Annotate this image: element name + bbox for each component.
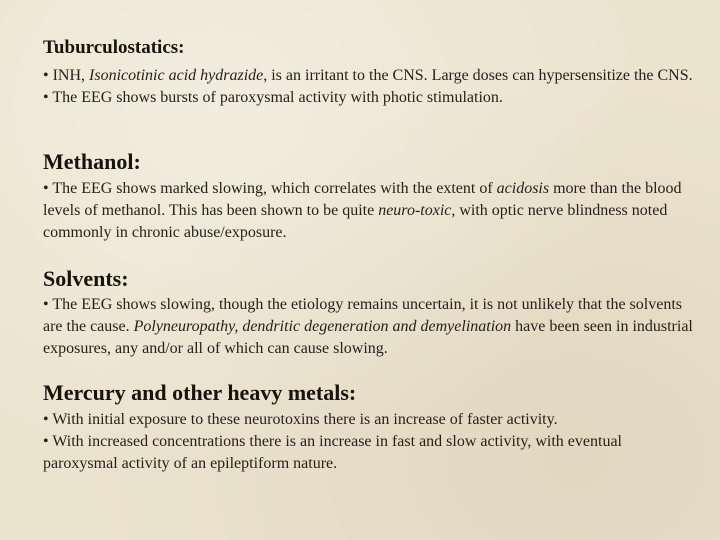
text-span: • INH, (43, 67, 90, 84)
text-span: • The EEG shows slowing, though the etiology remains uncertain, it is not unlikely that the solvents are the cause. (43, 296, 682, 335)
heading-solvents: Solvents: (43, 266, 129, 291)
tuberculostatics-body (43, 65, 698, 109)
text-span: , is an irritant to the CNS. Large doses can hypersensitize the CNS. (263, 67, 693, 84)
section-methanol (43, 150, 698, 244)
methanol-body (43, 178, 698, 244)
text-span: more than the blood levels of methanol. This has been shown to be quite (43, 180, 682, 219)
tuberculostatics-bullet-2: • The EEG shows bursts of paroxysmal activity with photic stimulation. (43, 89, 503, 106)
pathology-italic: Polyneuropathy, dendritic degeneration and demyelination (133, 318, 512, 335)
mercury-bullet-2: • With increased concentrations there is an increase in fast and slow activity, with eventual paroxysmal activity of an epileptiform nature. (43, 433, 622, 472)
text-span: , with optic nerve blindness noted commonly in chronic abuse/exposure. (43, 202, 668, 241)
heading-methanol: Methanol: (43, 149, 141, 174)
neurotoxic-italic: neuro-toxic (378, 202, 452, 219)
text-span: • The EEG shows marked slowing, which correlates with the extent of (43, 180, 497, 197)
heading-mercury: Mercury and other heavy metals: (43, 380, 357, 405)
methanol-bullet-1 (43, 178, 698, 244)
solvents-body (43, 294, 698, 360)
drug-name-italic: Isonicotinic acid hydrazide (89, 67, 264, 84)
mercury-body (43, 409, 698, 475)
section-tuberculostatics (43, 36, 698, 109)
section-mercury (43, 381, 698, 475)
mercury-bullet-1: • With initial exposure to these neurotoxins there is an increase of faster activity. (43, 411, 558, 428)
heading-tuberculostatics: Tuburculostatics: (43, 37, 185, 58)
text-span: have been seen in industrial exposures, any and/or all of which can cause slowing. (43, 318, 693, 357)
acidosis-italic: acidosis (496, 180, 550, 197)
section-solvents (43, 267, 698, 360)
solvents-bullet-1 (43, 294, 698, 360)
tuberculostatics-bullet-1 (43, 65, 698, 87)
